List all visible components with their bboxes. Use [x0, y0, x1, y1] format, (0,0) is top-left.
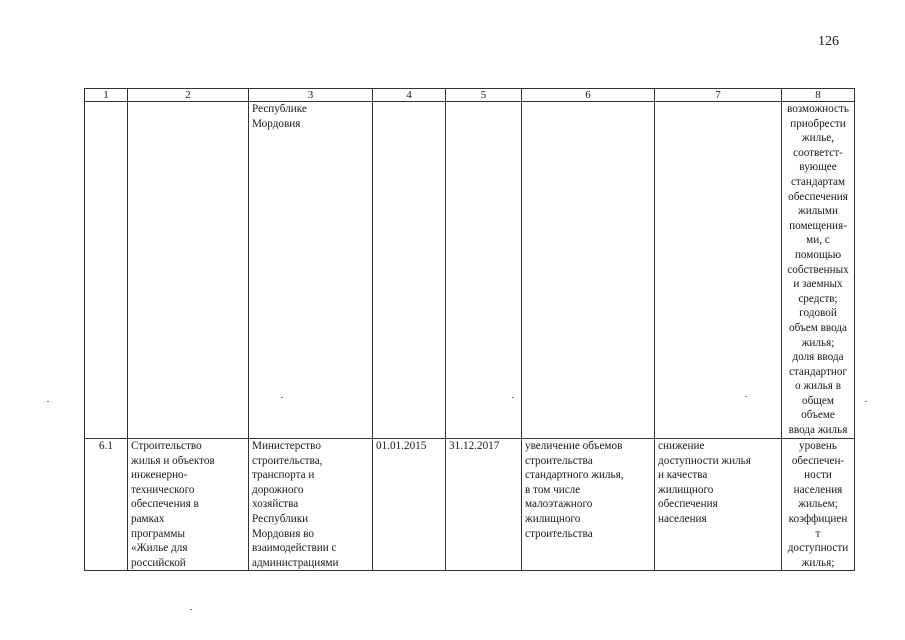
table-cell	[85, 102, 128, 439]
table-header-row	[85, 89, 855, 102]
table-cell	[446, 102, 522, 439]
table-cell: уровень обеспечен- ности населения жильем; коэффициен т доступности жилья;	[782, 439, 855, 571]
header-cell: 4	[373, 89, 446, 102]
table-cell: 6.1	[85, 439, 128, 571]
scan-speck	[865, 401, 867, 402]
table-cell: 31.12.2017	[446, 439, 522, 571]
scan-speck	[190, 609, 192, 610]
header-cell: 5	[446, 89, 522, 102]
table-cell: Министерство строительства, транспорта и дорожного хозяйства Республики Мордовия во взаимодействии с администрациями	[249, 439, 373, 571]
table-cell	[655, 102, 782, 439]
scan-speck	[47, 401, 49, 402]
table-cell: снижение доступности жилья и качества жилищного обеспечения населения	[655, 439, 782, 571]
table-row	[85, 439, 855, 571]
header-cell: 6	[522, 89, 655, 102]
page-number: 126	[818, 34, 839, 49]
table-cell	[373, 102, 446, 439]
header-cell: 2	[128, 89, 249, 102]
scan-speck	[512, 397, 514, 398]
table-row	[85, 102, 855, 439]
table-cell: Строительство жилья и объектов инженерно- технического обеспечения в рамках программы «Жилье для российской	[128, 439, 249, 571]
scan-speck	[745, 396, 747, 397]
table-cell: возможность приобрести жилье, соответст- вующее стандартам обеспечения жилыми помещения- ми, с помощью собственных и заемных средств; годовой объем ввода жилья; доля ввода стандартног о жилья в общем объеме ввода жилья	[782, 102, 855, 439]
table-cell	[128, 102, 249, 439]
header-cell: 3	[249, 89, 373, 102]
table-cell: Республике Мордовия	[249, 102, 373, 439]
scan-speck	[281, 397, 283, 398]
table-cell: увеличение объемов строительства стандартного жилья, в том числе малоэтажного жилищного строительства	[522, 439, 655, 571]
table-cell	[522, 102, 655, 439]
header-cell: 7	[655, 89, 782, 102]
table-cell: 01.01.2015	[373, 439, 446, 571]
header-cell: 8	[782, 89, 855, 102]
header-cell: 1	[85, 89, 128, 102]
document-table	[84, 88, 855, 571]
